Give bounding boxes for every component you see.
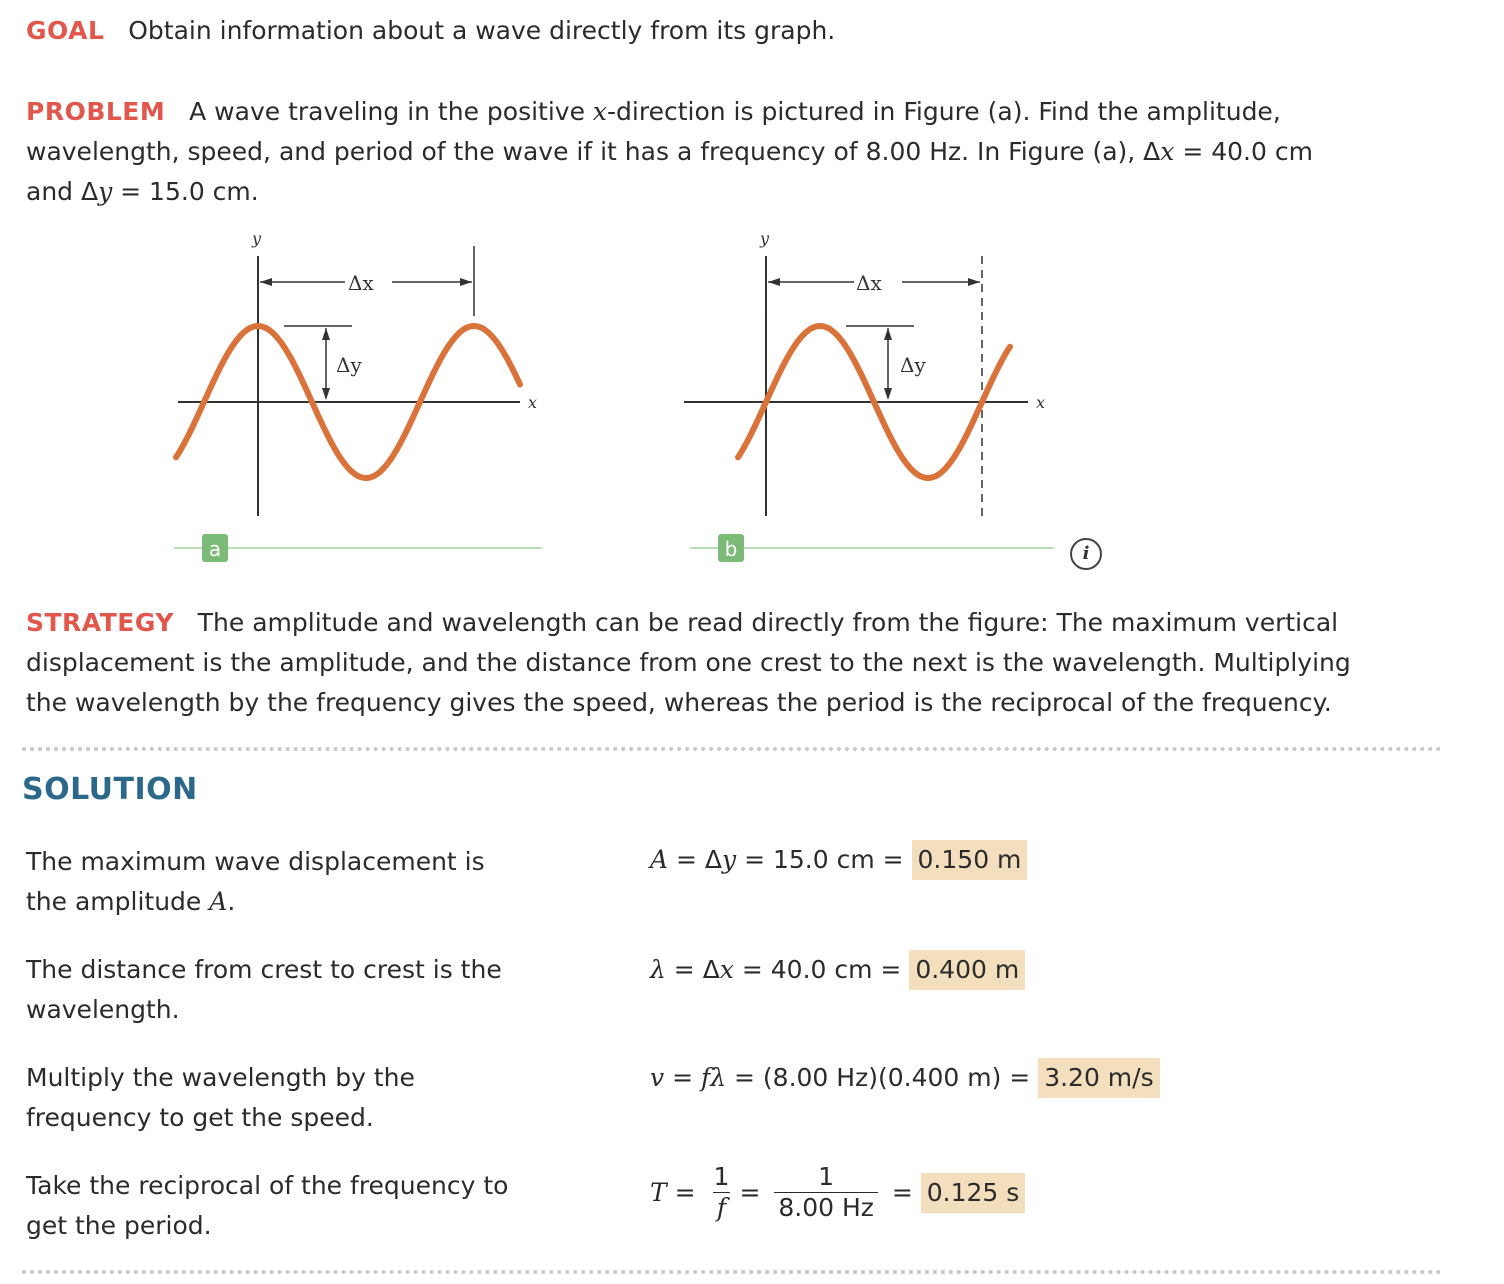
panel-b-delta-y: Δy [900, 353, 926, 377]
eq4-frac1-num: 1 [713, 1162, 730, 1191]
problem-line-2-x: x [1160, 137, 1175, 166]
panel-a-y-axis-label: y [252, 229, 262, 248]
panel-b [684, 229, 1054, 562]
wave-figure [150, 216, 1070, 576]
problem-text-1: A wave traveling in the positive [189, 97, 593, 126]
solution-heading: SOLUTION [22, 772, 198, 807]
solution-step-4-text [26, 1166, 586, 1246]
eq2-result: 0.400 m [909, 950, 1025, 990]
step-2-line-2: wavelength. [26, 995, 180, 1024]
problem-label: PROBLEM [26, 97, 166, 126]
step-1-line-1: The maximum wave displacement is [26, 847, 485, 876]
panel-a [174, 229, 542, 562]
problem-x-var: x [592, 97, 608, 126]
eq3-mid: = [664, 1063, 701, 1092]
problem-line-3-y: y [98, 177, 113, 206]
step-4-line-2: get the period. [26, 1211, 212, 1240]
panel-a-delta-y: Δy [336, 353, 362, 377]
panel-a-label: a [208, 537, 222, 561]
solution-step-2-equation [650, 950, 1025, 990]
info-icon[interactable]: i [1070, 538, 1102, 570]
eq4-frac2-num: 1 [818, 1162, 835, 1191]
eq2-lhs: λ [650, 955, 666, 984]
solution-step-4-equation [650, 1162, 1025, 1223]
goal-label: GOAL [26, 16, 105, 45]
eq4-lhs: T [650, 1177, 667, 1207]
solution-step-2-text [26, 950, 586, 1030]
divider-bottom [22, 1270, 1442, 1274]
strategy-line-2: displacement is the amplitude, and the distance from one crest to the next is the wavelength. Multiplying [26, 648, 1351, 677]
eq2-rest: = 40.0 cm = [733, 955, 910, 984]
eq2-mid: = Δ [665, 955, 720, 984]
step-3-line-2: frequency to get the speed. [26, 1103, 374, 1132]
step-1-var-a: A [209, 887, 228, 916]
strategy-paragraph [26, 603, 1466, 723]
solution-step-1-equation [650, 840, 1027, 880]
panel-b-delta-x: Δx [856, 271, 882, 295]
eq4-result: 0.125 s [921, 1173, 1026, 1213]
solution-step-1-text [26, 842, 586, 922]
panel-b-x-axis-label: x [1036, 393, 1046, 412]
problem-text-2: -direction is pictured in Figure (a). Find the amplitude, [607, 97, 1281, 126]
eq4-eq-mid: = [739, 1177, 769, 1207]
divider-top [22, 747, 1442, 751]
problem-paragraph [26, 92, 1466, 212]
solution-step-3-equation [650, 1058, 1160, 1098]
eq4-eq2: = [883, 1177, 921, 1207]
step-3-line-1: Multiply the wavelength by the [26, 1063, 415, 1092]
eq4-fraction-2 [774, 1162, 878, 1223]
strategy-line-3: the wavelength by the frequency gives the speed, whereas the period is the reciprocal of the frequency. [26, 688, 1332, 717]
eq3-result: 3.20 m/s [1038, 1058, 1159, 1098]
step-1-line-2b: . [227, 887, 236, 916]
eq3-rest: = (8.00 Hz)(0.400 m) = [726, 1063, 1039, 1092]
step-2-line-1: The distance from crest to crest is the [26, 955, 502, 984]
problem-line-3a: and Δ [26, 177, 99, 206]
eq1-lhs: A [650, 845, 669, 874]
strategy-line-1: The amplitude and wavelength can be read directly from the figure: The maximum vertical [197, 608, 1339, 637]
eq1-mid: = Δ [668, 845, 723, 874]
problem-line-3b: = 15.0 cm. [112, 177, 259, 206]
panel-b-y-axis-label: y [760, 229, 770, 248]
panel-a-delta-x: Δx [348, 271, 374, 295]
eq3-mid-var: fλ [700, 1063, 727, 1092]
eq4-fraction-1 [710, 1162, 734, 1223]
eq3-lhs: v [650, 1063, 665, 1092]
eq1-result: 0.150 m [912, 840, 1028, 880]
eq4-frac1-den: f [713, 1192, 730, 1223]
solution-step-3-text [26, 1058, 586, 1138]
step-4-line-1: Take the reciprocal of the frequency to [26, 1171, 509, 1200]
goal-text: Obtain information about a wave directly from its graph. [128, 16, 836, 45]
goal-paragraph [26, 11, 835, 51]
eq2-mid-var: x [719, 955, 734, 984]
panel-b-label: b [724, 537, 738, 561]
panel-a-x-axis-label: x [528, 393, 538, 412]
eq4-frac2-den: 8.00 Hz [774, 1192, 878, 1223]
eq4-eq: = [666, 1177, 704, 1207]
problem-line-2: wavelength, speed, and period of the wave if it has a frequency of 8.00 Hz. In Figure (a), Δ [26, 137, 1161, 166]
eq1-rest: = 15.0 cm = [736, 845, 912, 874]
eq1-mid-var: y [722, 845, 737, 874]
step-1-line-2a: the amplitude [26, 887, 210, 916]
strategy-label: STRATEGY [26, 608, 174, 637]
problem-line-2-end: = 40.0 cm [1174, 137, 1313, 166]
